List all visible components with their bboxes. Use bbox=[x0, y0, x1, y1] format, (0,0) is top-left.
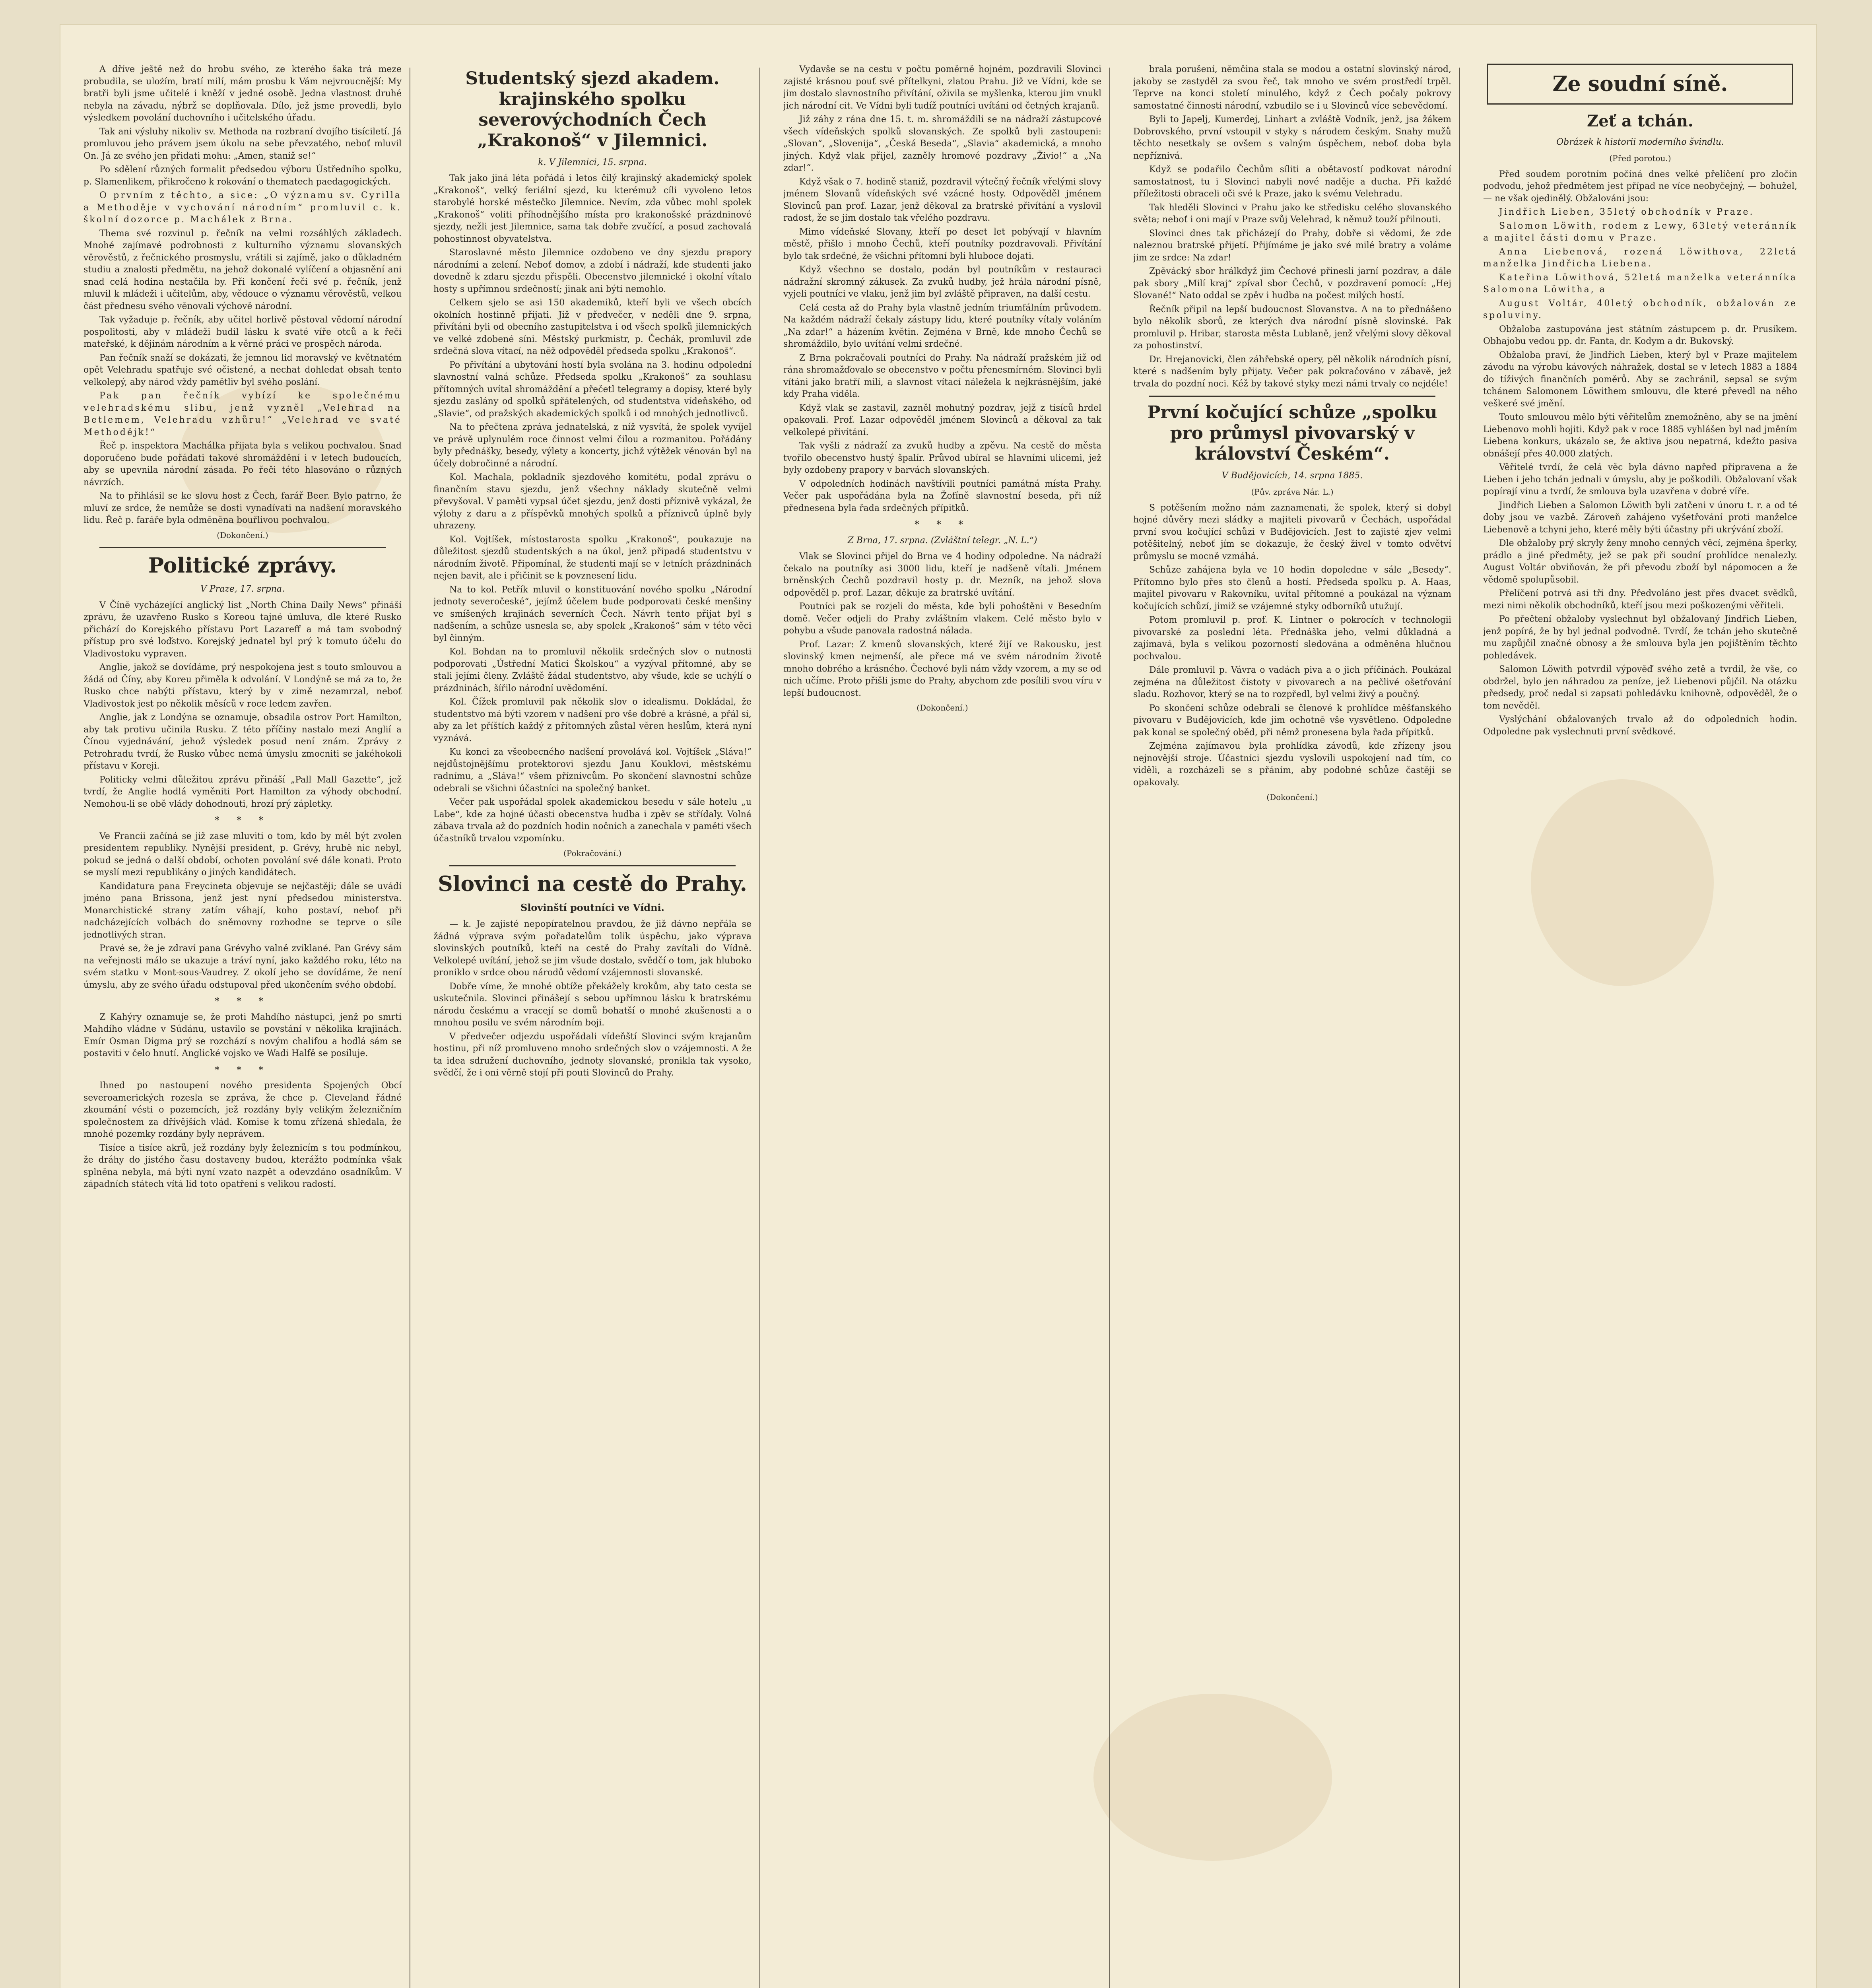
article-paragraph: Kol. Vojtíšek, místostarosta spolku „Krakonoš“, poukazuje na důležitost sjezdů studentských a na úkol, jenž připadá studentstvu v národním životě. Připomínal, že studenti mají se v letních prázdninách nejen bavit, ale i přičinit se k povznesení lidu. bbox=[433, 534, 752, 581]
column-rule bbox=[1109, 68, 1110, 1988]
article-paragraph: Obžaloba zastupována jest státním zástupcem p. dr. Prusíkem. Obhajobu vedou pp. dr. Fanta, dr. Kodym a dr. Bukovský. bbox=[1483, 324, 1797, 347]
newspaper-page bbox=[60, 24, 1817, 1988]
dateline: V Budějovicích, 14. srpna 1885. bbox=[1221, 470, 1363, 481]
article-paragraph: Když však o 7. hodině staniž, pozdravil výtečný řečník vřelými slovy jménem Slovanů vídeňských své vzácné hosty. Odpověděl jménem Slovinců pan prof. Lazar, jenž děkoval za bratrské přivítání a vyslovil radost, že se jim dostalo tak vřelého pozdravu. bbox=[783, 177, 1101, 223]
article-paragraph: Po sdělení různých formalit předsedou výboru Ústředního spolku, p. Slamenlikem, přikročeno k rokování o thematech paedagogických. bbox=[84, 165, 402, 187]
article-paragraph: Thema své rozvinul p. řečník na velmi rozsáhlých základech. Mnohé zajímavé podrobnosti z kulturního významu slovanských věrověstů, z řečnického prosmyslu, vrátili si zajímě, jako o důkladném studiu a znalosti předmětu, na jehož dokonalé vylíčení a objasnění ani snad celá hodina nestačila by. Při končení řeči své p. řečník, jenž mluvil k mládeži i učitelům, aby, vědouce o významu věrověstů, velkou část přednesu svého věnovali výchově národní. bbox=[84, 228, 402, 311]
article-paragraph: Na to přečtena zpráva jednatelská, z níž vysvítá, že spolek vyvíjel ve právě uplynulém roce činnost velmi čilou a rozmanitou. Pořádány byly přednášky, besedy, výlety a koncerty, jichž výtěžek věnován byl na účely dobročinné a národní. bbox=[433, 422, 752, 469]
article-paragraph: Anglie, jak z Londýna se oznamuje, obsadila ostrov Port Hamilton, aby tak protivu učinila Rusku. Z této příčiny nastalo mezi Anglií a Čínou vyjednávání, jehož výsledek posud není znám. Zprávy z Petrohradu tvrdí, že Rusko vůbec nemá úmyslu zmocniti se jakéhokoli přístavu v Koreji. bbox=[84, 712, 402, 771]
continuation-note: (Pokračování.) bbox=[563, 848, 621, 858]
article-title: Studentský sjezd akadem. krajinského spolku severovýchodních Čech „Krakonoš“ v Jilemnici. bbox=[465, 68, 720, 151]
article-paragraph: Byli to Japelj, Kumerdej, Linhart a zvláště Vodník, jenž, jsa žákem Dobrovského, první vstoupil v styky s národem českým. Snahy mužů těchto nesetkaly se ovšem s valným úspěchem, neboť doba byla nepříznivá. bbox=[1133, 115, 1451, 161]
article-paragraph: Mimo vídeňské Slovany, kteří po deset let pobývají v hlavním městě, přišlo i mnoho Čechů, kteří poutníky pozdravovali. Přivítání bylo tak srdečné, že všichni přítomní byli hluboce dojati. bbox=[783, 227, 1101, 261]
article-paragraph: Politicky velmi důležitou zprávu přináší „Pall Mall Gazette“, jež tvrdí, že Anglie hodlá vyměniti Port Hamilton za výhody obchodní. Nemohou-li se obě vlády dohodnouti, hrozí prý zápletky. bbox=[84, 775, 402, 809]
article-paragraph: Poutníci pak se rozjeli do města, kde byli pohoštěni v Besedním domě. Večer odjeli do Prahy zvláštním vlakem. Celé město bylo v pohybu a všude panovala radostná nálada. bbox=[783, 602, 1101, 636]
column-rule bbox=[759, 68, 760, 1988]
defendant-entry: August Voltár, 40letý obchodník, obžalován ze spoluviny. bbox=[1483, 298, 1797, 321]
article-paragraph: Vydavše se na cestu v počtu poměrně hojném, pozdravili Slovinci zajisté krásnou pouť své přítelkyni, zlatou Prahu. Již ve Vídni, kde se jim dostalo slavnostního přivítání, oživila se myšlenka, kterou jim vnukl jich národní cit. Ve Vídni byli tudíž poutníci uvítáni od četných krajanů. bbox=[783, 64, 1101, 111]
source-note: (Před porotou.) bbox=[1609, 153, 1671, 163]
article-paragraph: Z Brna pokračovali poutníci do Prahy. Na nádraží pražském již od rána shromažďovalo se obecenstvo v počtu přenesmírném. Slovinci byli vítáni jako bratří milí, a slavnost vítací náležela k nejkrásnějším, jaké kdy Praha viděla. bbox=[783, 353, 1101, 399]
article-paragraph: A dříve ještě než do hrobu svého, ze kterého šaka trá meze probudila, se ulożím, bratí milí, mám prosbu k Vám nejvroucnější: My bratři byli jsme učitelé i kněží v jedné osobě. Jedna vlastnost druhé nebyla na závadu, nýbrž se doplňovala. Dílo, jež jsme provedli, bylo výsledkem povolání duchovního i učitelského úřadu. bbox=[84, 64, 402, 123]
article-paragraph: S potěšením možno nám zaznamenati, že spolek, který si dobyl hojné důvěry mezi sládky a majiteli pivovarů v Čechách, uspořádal první svou kočující schůzi v Budějovicích. Jest to zajisté zjev velmi potěšitelný, neboť jím se dokazuje, že český živel v tomto odvětví průmyslu se mocně vzmáhá. bbox=[1133, 503, 1451, 561]
article-paragraph: Dle obžaloby prý skryly ženy mnoho cenných věcí, zejména šperky, prádlo a jiné předměty, jež se pak při soudní prohlídce nenalezly. August Voltár obviňován, že při převodu zboží byl nápomocen a že vědomě spolupůsobil. bbox=[1483, 538, 1797, 585]
article-paragraph: Ihned po nastoupení nového presidenta Spojených Obcí severoamerických rozesla se zpráva, že chce p. Cleveland řádné zkoumání vésti o pozemcích, jež rozdány byly velikým železničním společnostem za dřívějších vlád. Komise k tomu zřízená shledala, že mnohé pozemky rozdány byly neprávem. bbox=[84, 1081, 402, 1140]
article-paragraph: Prof. Lazar: Z kmenů slovanských, které žijí ve Rakousku, jest slovinský kmen nejmenší, ale přece má ve svém národním životě mnoho dobrého a krásného. Čechové byli nám vždy vzorem, a my se od nich učíme. Proto přišli jsme do Prahy, abychom zde posílili svou víru v lepší budoucnost. bbox=[783, 639, 1101, 698]
article-paragraph: Dr. Hrejanovicki, člen záhřebské opery, pěl několik národních písní, které s nadšením byly přijaty. Večer pak pokračováno v zábavě, jež trvala do pozdní noci. Kéž by takové styky mezi námi trvaly co nejdéle! bbox=[1133, 354, 1451, 389]
article-subtitle: Obrázek k historii moderního švindlu. bbox=[1556, 137, 1724, 147]
article-paragraph: O prvním z těchto, a sice: „O významu sv. Cyrilla a Methoděje v vychování národním“ promluvil c. k. školní dozorce p. Machálek z Brna. bbox=[84, 190, 402, 225]
column-1 bbox=[84, 64, 402, 1988]
article-paragraph: Zejména zajímavou byla prohlídka závodů, kde zřízeny jsou nejnovější stroje. Účastníci sjezdu vyslovili uspokojení nad tím, co viděli, a rozcházeli se s přáním, aby podobné schůze častěji se opakovaly. bbox=[1133, 741, 1451, 788]
article-paragraph: Kol. Machala, pokladník sjezdového komitétu, podal zprávu o finančním stavu sjezdu, jenž všechny náklady skutečně velmi převyšoval. V paměti vypsal účet sjezdu, jenž dosti příznivě vykázal, že výlohy z daru a z příspěvků mnohých spolků a příznivců úplně byly uhrazeny. bbox=[433, 472, 752, 531]
column-2 bbox=[433, 64, 752, 1988]
article-paragraph: Salomon Löwith potvrdil výpověď svého zetě a tvrdil, že vše, co obdržel, bylo jen náhradou za peníze, jež Liebenovi půjčil. Na otázku předsedy, proč nedal si zapsati pohledávku knihovně, odpověděl, že o tom nevěděl. bbox=[1483, 664, 1797, 711]
defendant-entry: Anna Liebenová, rozená Löwithova, 22letá manželka Jindřicha Liebena. bbox=[1483, 247, 1797, 269]
article-paragraph: Anglie, jakož se dovídáme, prý nespokojena jest s touto smlouvou a žádá od Číny, aby Koreu přiměla k odvolání. V Londýně se má za to, že Rusko chce nabýti přístavu, který by v zimě nezamrzal, neboť Vladivostok jest po několik měsíců v roce ledem zavřen. bbox=[84, 662, 402, 709]
column-5 bbox=[1483, 64, 1797, 1988]
article-paragraph: Na to kol. Petřík mluvil o konstituování nového spolku „Národní jednoty severočeské“, jejímž účelem bude podporovati české menšiny ve smíšených krajinách severních Čech. Návrh tento přijat byl s nadšením, a schůze usnesla se, aby spolek „Krakonoš“ sám v této věci byl činným. bbox=[433, 584, 752, 643]
article-title: První kočující schůze „spolku pro průmysl pivovarský v království Českém“. bbox=[1147, 402, 1437, 464]
article-paragraph: Dále promluvil p. Vávra o vadách piva a o jich příčinách. Poukázal zejména na důležitost čistoty v pivovarech a na pečlivé ošetřování sladu. Rozhovor, který se na to rozpředl, byl velmi živý a poučný. bbox=[1133, 665, 1451, 700]
article-paragraph: Touto smlouvou mělo býti věřitelům znemožněno, aby se na jmění Liebenovo mohli hojiti. Když pak v roce 1885 vyhlášen byl nad jměním Liebena konkurs, ukázalo se, že aktiva jsou nepatrná, kdežto pasiva obnášejí přes 40.000 zlatých. bbox=[1483, 412, 1797, 459]
article-paragraph: Celá cesta až do Prahy byla vlastně jedním triumfálním průvodem. Na každém nádraží čekaly zástupy lidu, které poutníky vítaly voláním „Na zdar!“ a házením květin. Zejména v Brně, kde mnoho Čechů se shromáždilo, bylo uvítání velmi srdečné. bbox=[783, 303, 1101, 349]
dateline: Z Brna, 17. srpna. (Zvláštní telegr. „N. L.“) bbox=[847, 535, 1037, 546]
continuation-note: (Dokončení.) bbox=[217, 530, 268, 540]
article-paragraph: Ve Francii začíná se již zase mluviti o tom, kdo by měl být zvolen presidentem republiky. Nynější president, p. Grévy, hrubě nic nebyl, pokud se jedná o další období, ochoten povolání své dále konati. Proto se myslí mezi republikány o jiných kandidátech. bbox=[84, 831, 402, 878]
article-paragraph: Celkem sjelo se asi 150 akademiků, kteří byli ve všech obcích okolních hostinně přijati. Již v předvečer, v neděli dne 9. srpna, přivítáni byli od obecního zastupitelstva i od všech spolků jilemnických ve velké zdobené síni. Městský purkmistr, p. Čechák, promluvil zde srdečná slova vítací, na něž odpověděl předseda spolku „Krakonoš“. bbox=[433, 298, 752, 357]
article-paragraph: Vlak se Slovinci přijel do Brna ve 4 hodiny odpoledne. Na nádraží čekalo na poutníky asi 3000 lidu, kteří je nadšeně vítali. Jménem brněnských Čechů pozdravil hosty p. dr. Mezník, na jehož slova odpověděl p. prof. Lazar, děkuje za bratrské uvítání. bbox=[783, 551, 1101, 598]
article-paragraph: V Číně vycházející anglický list „North China Daily News“ přináší zprávu, že uzavřeno Rusko s Koreou tajné úmluva, dle které Rusko přichází do Korejského přístavu Port Lazareff a má tam svobodný přístup pro své loďstvo. Korejský jednatel byl prý k tomuto účelu do Vladivostoku vypraven. bbox=[84, 600, 402, 659]
article-paragraph: Vyslýchání obžalovaných trvalo až do odpoledních hodin. Odpoledne pak vyslechnuti první svědkové. bbox=[1483, 714, 1797, 737]
article-paragraph: Po přečtení obžaloby vyslechnut byl obžalovaný Jindřich Lieben, jenž popírá, že by byl jednal podvodně. Tvrdí, že tchán jeho skutečně mu zapůjčil značné obnosy a že smlouva byla jen pojištěním těchto pohledávek. bbox=[1483, 614, 1797, 661]
article-paragraph: Schůze zahájena byla ve 10 hodin dopoledne v sále „Besedy“. Přítomno bylo přes sto členů a hostí. Předseda spolku p. A. Haas, majitel pivovaru v Rakovníku, uvítal přítomné a poukázal na význam kočujících schůzí, jimiž se vzájemné styky odborníků utužují. bbox=[1133, 565, 1451, 612]
article-paragraph: Kandidatura pana Freycineta objevuje se nejčastěji; dále se uvádí jméno pana Brissona, jenž jest nyní předsedou ministerstva. Monarchistické strany zatím váhají, koho postaví, neboť při nadcházejících volbách do sněmovny rozhodne se teprve o síle jednotlivých stran. bbox=[84, 881, 402, 940]
separator-asterisks: * * * bbox=[915, 519, 970, 530]
column-rule bbox=[1459, 68, 1460, 1988]
article-paragraph: Tak vyžaduje p. řečník, aby učitel horlivě pěstoval vědomí národní pospolitosti, aby v mládeži budil lásku k svaté víře otců a k řeči mateřské, k dějinám národním a k věrné práci ve prospěch národa. bbox=[84, 315, 402, 349]
article-paragraph: Pak pan řečník vybízí ke společnému velehradskému slibu, jenž vyzněl „Velehrad na Betlemem, Velehradu vzhůru!“ „Velehrad ve svaté Methodějk!“ bbox=[84, 391, 402, 437]
article-paragraph: Zpěvácký sbor hrálkdyž jim Čechové přinesli jarní pozdrav, a dále pak sbory „Milí kraj“ zpíval sbor Čechů, v pozdravení pomocí: „Hej Slované!“ Nato oddal se zpěv i hudba na počest milých hostí. bbox=[1133, 266, 1451, 301]
section-title: Ze soudní síně. bbox=[1552, 72, 1728, 96]
article-paragraph: Tak jako jiná léta pořádá i letos čilý krajinský akademický spolek „Krakonoš“, velký feriální sjezd, ku kterémuž cíli vyvoleno letos starobylé horské městečko Jilemnice. Nevím, zda vůbec mohl spolek „Krakonoš“ voliti příhodnějšího místa pro krakonošské prázdninové sjezdy, nežli jest Jilemnice, sama tak dobře zvučící, a posud zachovalá pohostinnost obyvatelstva. bbox=[433, 173, 752, 244]
article-title: Slovinci na cestě do Prahy. bbox=[438, 872, 747, 896]
article-paragraph: Kol. Bohdan na to promluvil několik srdečných slov o nutnosti podporovati „Ústřední Matici Školskou“ a vyzýval přítomné, aby se stali jejími členy. Zvláště žádal studentstvo, aby všude, kde se uchýlí o prázdninách, šířilo národní uvědomění. bbox=[433, 647, 752, 693]
article-paragraph: brala porušení, němčina stala se modou a ostatní slovinský národ, jakoby se zastyděl za svou řeč, tak mnoho ve svém prostředí trpěl. Teprve na konci století minulého, když z Čech počaly pokrovy samostatné činnosti národní, vzbudilo se i u Slovinců více sebevědomí. bbox=[1133, 64, 1451, 111]
article-paragraph: Na to přihlásil se ke slovu host z Čech, farář Beer. Bylo patrno, že mluví ze srdce, že nemůže se dosti vynadívati na nadšení moravského lidu. Řeč p. faráře byla odměněna bouřlivou pochvalou. bbox=[84, 491, 402, 525]
article-paragraph: Věřitelé tvrdí, že celá věc byla dávno napřed připravena a že Lieben i jeho tchán jednali v úmyslu, aby je poškodili. Obžalovaní však popírají vinu a tvrdí, že smlouva byla uzavřena v dobré víře. bbox=[1483, 462, 1797, 497]
article-paragraph: Obžaloba praví, že Jindřich Lieben, který byl v Praze majitelem závodu na výrobu kávových náhražek, dostal se v letech 1883 a 1884 do tíživých finančních poměrů. Aby se zachránil, sepsal se svým tchánem Salomonem Löwithem smlouvu, dle které převedl na něho veškeré své jmění. bbox=[1483, 350, 1797, 409]
defendant-entry: Kateřina Löwithová, 52letá manželka veteránníka Salomona Löwitha, a bbox=[1483, 272, 1797, 295]
column-3 bbox=[783, 64, 1101, 1988]
separator-asterisks: * * * bbox=[215, 1064, 270, 1075]
article-paragraph: Slovinci dnes tak přicházejí do Prahy, dobře si vědomi, že zde naleznou bratrské přijetí. Přijímáme je jako své milé bratry a voláme jim ze srdce: Na zdar! bbox=[1133, 228, 1451, 263]
dateline: k. V Jilemnici, 15. srpna. bbox=[538, 157, 647, 167]
article-paragraph: Potom promluvil p. prof. K. Lintner o pokrocích v technologii pivovarské za poslední léta. Přednáška jeho, velmi důkladná a zajímavá, byla s velikou pozorností sledována a odměněna hlučnou pochvalou. bbox=[1133, 615, 1451, 662]
source-note: (Pův. zpráva Nár. L.) bbox=[1251, 487, 1334, 497]
defendant-entry: Jindřich Lieben, 35letý obchodník v Praze. bbox=[1499, 207, 1754, 217]
article-paragraph: Jindřich Lieben a Salomon Löwith byli zatčeni v únoru t. r. a od té doby jsou ve vazbě. Zároveň zahájeno vyšetřování proti manželce Liebenově a tchyni jeho, které měly býti účastny při ukrývání zboží. bbox=[1483, 500, 1797, 535]
article-paragraph: — k. Je zajisté nepopíratelnou pravdou, že již dávno nepřála se žádná výprava svým pořadatelům tolik úspěchu, jako výprava slovinských poutníků, kteří na cestě do Prahy zavítali do Vídně. Velkolepé uvítání, jehož se jim všude dostalo, svědčí o tom, jak hluboko proniklo v srdce obou národů vědomí vzájemnosti slovanské. bbox=[433, 919, 752, 978]
continuation-note: (Dokončení.) bbox=[1266, 792, 1318, 802]
article-paragraph: Tak ani výsluhy nikoliv sv. Methoda na rozbraní dvojího tisíciletí. Já promluvou jeho právem jsem úkolu na sebe převzatého, neboť mluvil On. Já ze svého jen přidati mohu: „Amen, staniž se!“ bbox=[84, 126, 402, 161]
article-paragraph: Staroslavné město Jilemnice ozdobeno ve dny sjezdu prapory národními a zelení. Neboť domov, a zdobí i nádraží, kde studenti jako dovedně k zdaru sjezdu přispěli. Obecenstvo jilemnické i okolní vítalo hosty s upřímnou srdečností; jinak ani býti nemohlo. bbox=[433, 248, 752, 294]
article-paragraph: Tak hleděli Slovinci v Prahu jako ke středisku celého slovanského světa; neboť i oni mají v Praze svůj Velehrad, k němuž touží přilnouti. bbox=[1133, 202, 1451, 225]
section-title: Politické zprávy. bbox=[148, 553, 337, 578]
article-paragraph: Večer pak uspořádal spolek akademickou besedu v sále hotelu „u Labe“, kde za hojné účasti obecenstva hudba i zpěv se střídaly. Volná zábava trvala až do pozdních hodin nočních a zanechala v paměti všech účastníků trvalou vzpomínku. bbox=[433, 797, 752, 844]
section-header-box bbox=[1487, 64, 1793, 105]
article-paragraph: Kol. Čížek promluvil pak několik slov o idealismu. Dokládal, že studentstvo má býti vzorem v nadšení pro vše dobré a krásné, a přál si, aby za let příštích každý z přítomných zůstal věren heslům, která nyní vyznává. bbox=[433, 697, 752, 744]
section-divider bbox=[99, 547, 386, 548]
article-paragraph: Dobře víme, že mnohé obtíže překážely krokům, aby tato cesta se uskutečnila. Slovinci přinášejí s sebou upřímnou lásku k bratrskému národu českému a vracejí se domů bohatší o mnohé zkušenosti a o mnohou posilu ve svém národním boji. bbox=[433, 981, 752, 1028]
dateline: V Praze, 17. srpna. bbox=[200, 584, 285, 594]
article-paragraph: Řeč p. inspektora Machálka přijata byla s velikou pochvalou. Snad doporučeno bude pořádati takové shromáždění i v letech budoucích, aby se upevnila národní zásada. Po řeči této hlasováno o různých návrzích. bbox=[84, 441, 402, 487]
separator-asterisks: * * * bbox=[215, 996, 270, 1007]
article-paragraph: Když všechno se dostalo, podán byl poutníkům v restauraci nádražní skromný zákusek. Za zvuků hudby, jež hrála národní písně, vyjeli poutníci ve vlaku, jenž jim byl zvláště připraven, na další cestu. bbox=[783, 265, 1101, 299]
article-paragraph: Již záhy z rána dne 15. t. m. shromáždili se na nádraží zástupcové všech vídeňských spolků slovanských. Ze spolků byli zastoupeni: „Slovan“, „Slovenija“, „Česká Beseda“, „Slavia“ akademická, a mnoho jiných. Když vlak přijel, zazněly hromové pozdravy „Živio!“ a „Na zdar!“. bbox=[783, 115, 1101, 173]
column-4 bbox=[1133, 64, 1451, 1988]
article-paragraph: Tisíce a tisíce akrů, jež rozdány byly železnicím s tou podmínkou, že dráhy do jistého času dostaveny budou, kterážto podmínka však splněna nebyla, má býti nyní vzato nazpět a odevzdáno osadníkům. V západních státech vítá lid toto opatření s velikou radostí. bbox=[84, 1143, 402, 1190]
article-paragraph: V předvečer odjezdu uspořádali vídeňští Slovinci svým krajanům hostinu, při níž promluveno mnoho srdečných slov o vzájemnosti. A že ta idea sdružení duchovního, jednoty slovanské, pronikla tak vysoko, svědčí, že i oni věrně stojí při pouti Slovinců do Prahy. bbox=[433, 1031, 752, 1078]
section-divider bbox=[1149, 396, 1435, 397]
section-divider bbox=[449, 865, 736, 866]
article-paragraph: Když vlak se zastavil, zazněl mohutný pozdrav, jejž z tisíců hrdel opakovali. Prof. Lazar odpověděl jménem Slovinců a děkoval za tak velkolepé přivítání. bbox=[783, 403, 1101, 437]
article-paragraph: Tak vyšli z nádraží za zvuků hudby a zpěvu. Na cestě do města tvořilo obecenstvo hustý špalír. Průvod ubíral se hlavními ulicemi, jež byly ozdobeny prapory v barvách slovanských. bbox=[783, 441, 1101, 475]
defendant-entry: Salomon Löwith, rodem z Lewy, 63letý veteránník a majitel části domu v Praze. bbox=[1483, 221, 1797, 243]
article-paragraph: Přelíčení potrvá asi tři dny. Předvoláno jest přes dvacet svědků, mezi nimi několik obchodníků, kteří jsou mezi poškozenými věřiteli. bbox=[1483, 588, 1797, 611]
article-paragraph: Řečník připil na lepší budoucnost Slovanstva. A na to přednášeno bylo několik sborů, ze kterých dva národní písně slovinské. Pak promluvil p. Hribar, starosta města Lublaně, jenž vřelými slovy děkoval za pohostinství. bbox=[1133, 304, 1451, 351]
separator-asterisks: * * * bbox=[215, 815, 270, 826]
article-paragraph: Před soudem porotním počíná dnes velké přelíčení pro zločin podvodu, jehož předmětem jest případ ne více neobyčejný, — bohužel, — ne však ojedinělý. Obžalováni jsou: bbox=[1483, 169, 1797, 204]
article-paragraph: Po přivítání a ubytování hostí byla svolána na 3. hodinu odpolední slavnostní valná schůze. Předseda spolku „Krakonoš“ za souhlasu přítomných uvítal shromáždění a přečetl telegramy a dopisy, které byly sjezdu zaslány od spolků spřátelených, od studentstva vídeňského, od „Slavie“, od pražských akademických spolků i od mnohých jednotlivců. bbox=[433, 360, 752, 419]
article-paragraph: Po skončení schůze odebrali se členové k prohlídce měšťanského pivovaru v Budějovicích, kde jim ochotně vše vysvětleno. Odpoledne pak konal se společný oběd, při němž pronesena byla řada přípitků. bbox=[1133, 703, 1451, 738]
article-subtitle: Slovinští poutníci ve Vídni. bbox=[520, 901, 665, 913]
article-paragraph: Z Kahýry oznamuje se, že proti Mahdího nástupci, jenž po smrti Mahdího vládne v Súdánu, ustavilo se povstání v několika krajinách. Emír Osman Digma prý se rozchází s novým chalifou a hodlá sám se postaviti v čelo hnutí. Anglické vojsko ve Wadi Halfě se posiluje. bbox=[84, 1012, 402, 1059]
article-paragraph: Když se podařilo Čechům síliti a obětavostí podkovat národní samostatnost, tu i Slovinci nabyli nové naděje a ducha. Při každé příležitosti obraceli oči své k Praze, jako k svému Velehradu. bbox=[1133, 165, 1451, 199]
continuation-note: (Dokončení.) bbox=[917, 703, 968, 712]
article-title: Zeť a tchán. bbox=[1587, 112, 1693, 131]
article-paragraph: Pravé se, že je zdraví pana Grévyho valně zviklané. Pan Grévy sám na veřejnosti málo se ukazuje a tráví nyní, jako každého roku, léto na svém statku v Mont-sous-Vaudrey. Z okolí jeho se dovídáme, že není úmyslu, aby ze svého úřadu odstupoval před ukončením svého období. bbox=[84, 944, 402, 990]
article-paragraph: V odpoledních hodinách navštívili poutníci památná místa Prahy. Večer pak uspořádána byla na Žofíně slavnostní beseda, při níž přednesena byla řada srdečných přípitků. bbox=[783, 479, 1101, 513]
article-paragraph: Pan řečník snaží se dokázati, že jemnou lid moravský ve květnatém opět Velehradu spatřuje své očistené, a nechat dohledat obsah tento velkolepý, aby národ vždy pamětliv byl svého poslání. bbox=[84, 353, 402, 387]
article-paragraph: Ku konci za všeobecného nadšení provolává kol. Vojtíšek „Sláva!“ nejdůstojnějšímu protektorovi sjezdu Janu Kouklovi, městskému radnímu, a „Sláva!“ všem příznivcům. Po skončení slavnostní schůze odebrali se všichni účastníci na společný banket. bbox=[433, 747, 752, 794]
